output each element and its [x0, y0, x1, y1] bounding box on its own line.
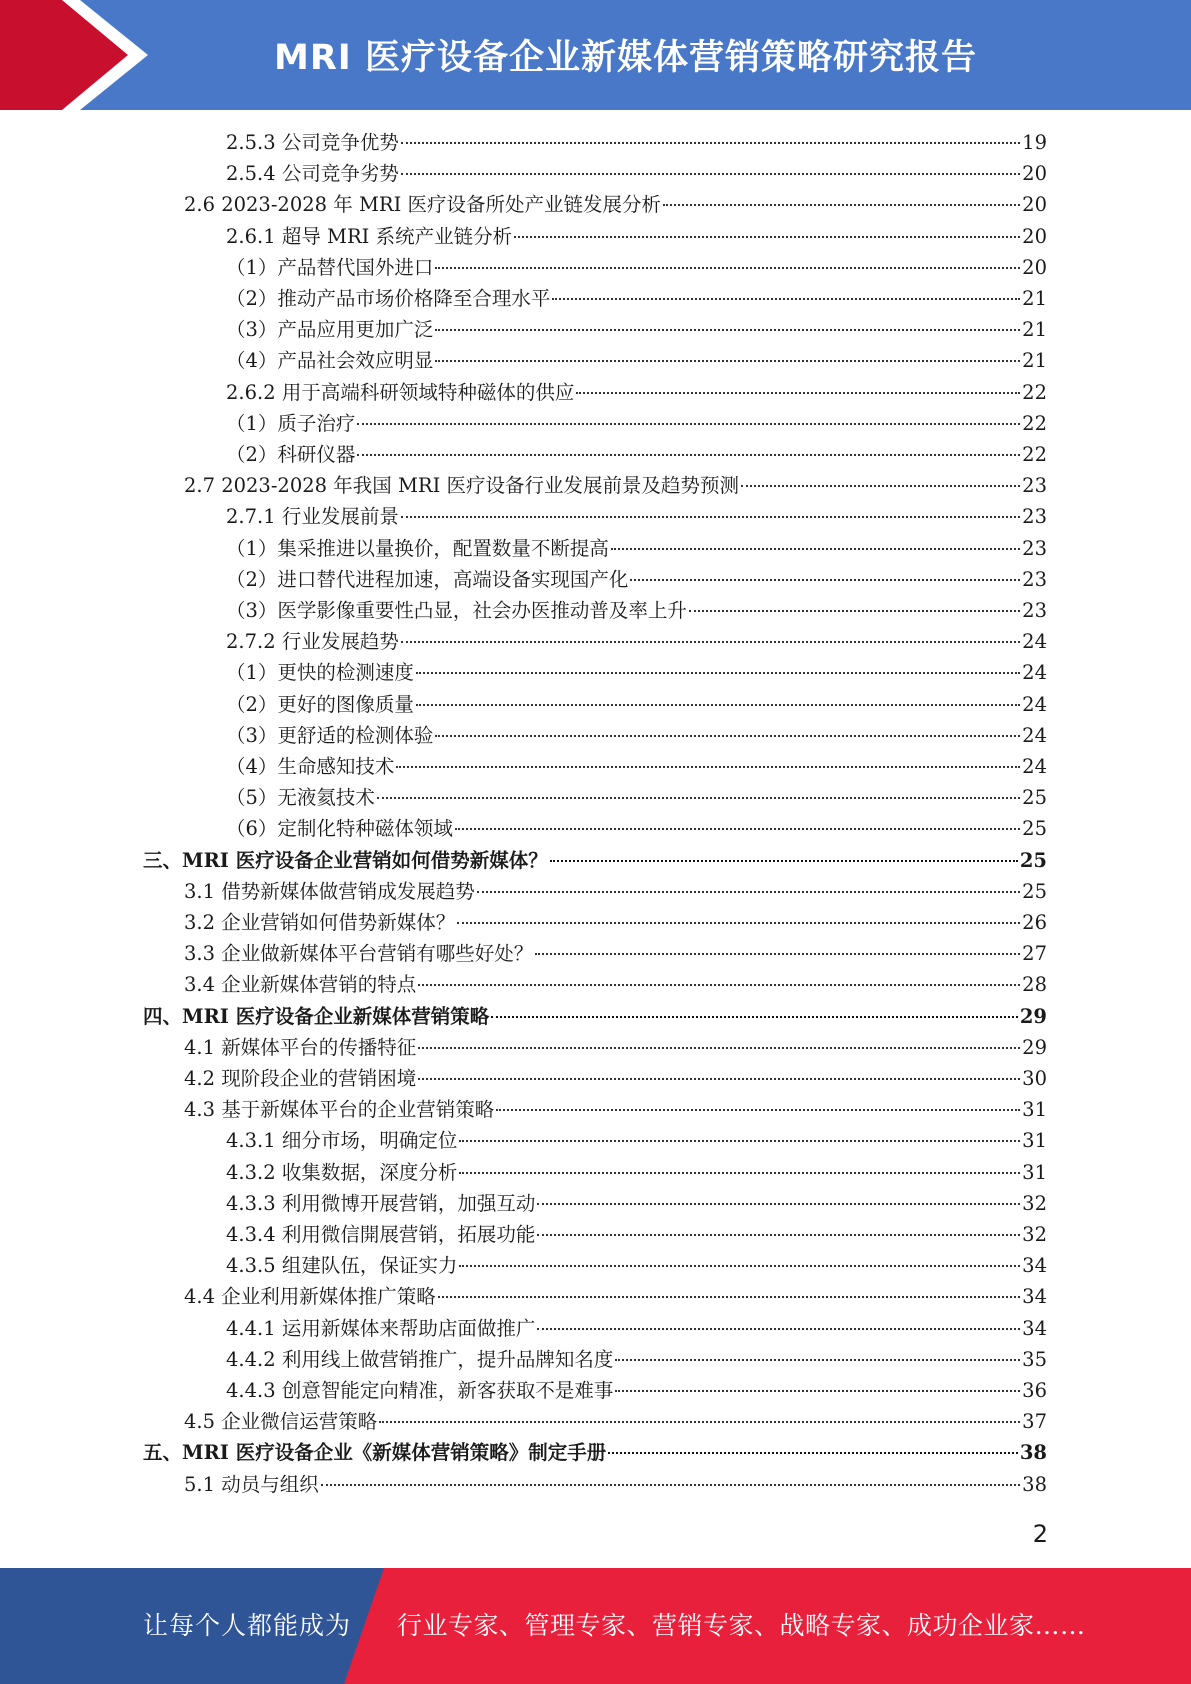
toc-entry-label: 4.4.1 运用新媒体来帮助店面做推广	[226, 1316, 536, 1340]
toc-dot-leader	[457, 922, 1020, 924]
toc-entry[interactable]	[226, 1125, 1047, 1156]
page-number: 2	[1032, 1520, 1048, 1548]
toc-dot-leader	[377, 797, 1020, 799]
toc-dot-leader	[537, 1328, 1020, 1330]
toc-dot-leader	[418, 1047, 1020, 1049]
toc-entry-label: 4.3.5 组建队伍，保证实力	[226, 1254, 458, 1278]
toc-entry[interactable]	[226, 1188, 1047, 1219]
toc-entry-page: 23	[1022, 599, 1047, 622]
report-title: MRI 医疗设备企业新媒体营销策略研究报告	[274, 38, 977, 78]
toc-dot-leader	[552, 298, 1020, 300]
toc-entry-page: 31	[1022, 1129, 1047, 1153]
toc-entry-page: 29	[1022, 1035, 1047, 1059]
toc-entry[interactable]	[226, 158, 1047, 189]
toc-dot-leader	[435, 735, 1020, 737]
toc-entry-label: （2）科研仪器	[226, 443, 356, 466]
toc-entry-page: 34	[1022, 1316, 1047, 1340]
toc-entry-page: 20	[1022, 255, 1047, 279]
toc-entry-page: 23	[1022, 474, 1047, 498]
toc-dot-leader	[416, 672, 1020, 674]
toc-entry-label: 2.6.1 超导 MRI 系统产业链分析	[226, 224, 513, 248]
toc-entry-page: 27	[1022, 942, 1047, 966]
toc-entry-label: 4.3.1 细分市场，明确定位	[226, 1129, 458, 1153]
toc-entry-page: 37	[1022, 1410, 1047, 1434]
toc-entry[interactable]	[184, 1406, 1047, 1437]
toc-entry[interactable]	[226, 720, 1047, 751]
toc-entry-page: 19	[1022, 131, 1047, 154]
toc-dot-leader	[550, 860, 1018, 862]
toc-dot-leader	[401, 641, 1020, 643]
toc-entry-page: 22	[1022, 380, 1047, 404]
toc-entry[interactable]	[143, 1001, 1047, 1032]
toc-dot-leader	[477, 891, 1020, 893]
toc-entry[interactable]	[226, 314, 1047, 345]
toc-entry[interactable]	[226, 1250, 1047, 1281]
toc-entry-page: 34	[1022, 1285, 1047, 1309]
toc-entry-page: 31	[1022, 1160, 1047, 1184]
toc-dot-leader	[418, 1078, 1020, 1080]
toc-entry-label: （2）推动产品市场价格降至合理水平	[226, 287, 551, 310]
toc-entry[interactable]	[226, 657, 1047, 688]
toc-entry[interactable]	[226, 283, 1047, 314]
toc-dot-leader	[459, 1172, 1020, 1174]
toc-entry-label: （1）集采推进以量换价，配置数量不断提高	[226, 536, 609, 560]
toc-entry-page: 21	[1022, 349, 1047, 373]
toc-dot-leader	[535, 953, 1020, 955]
toc-entry-page: 24	[1022, 630, 1047, 654]
toc-entry-label: 4.3 基于新媒体平台的企业营销策略	[184, 1098, 495, 1122]
toc-entry-page: 29	[1019, 1004, 1047, 1028]
toc-dot-leader	[459, 1140, 1020, 1142]
toc-dot-leader	[396, 766, 1020, 768]
toc-entry[interactable]	[184, 1281, 1047, 1312]
toc-entry-page: 28	[1022, 973, 1047, 997]
toc-entry[interactable]	[226, 1344, 1047, 1375]
toc-entry-label: 4.3.4 利用微信開展营销，拓展功能	[226, 1223, 536, 1246]
toc-entry[interactable]	[184, 969, 1047, 1000]
toc-entry[interactable]	[226, 1375, 1047, 1406]
toc-entry-page: 31	[1022, 1098, 1047, 1122]
toc-dot-leader	[455, 828, 1020, 830]
toc-entry[interactable]	[184, 907, 1047, 938]
toc-dot-leader	[416, 704, 1020, 706]
toc-entry-label: 2.5.4 公司竞争劣势	[226, 162, 399, 186]
toc-entry[interactable]	[184, 1032, 1047, 1063]
toc-entry-label: （4）生命感知技术	[226, 755, 395, 778]
toc-entry-page: 24	[1022, 723, 1047, 747]
toc-entry[interactable]	[226, 1157, 1047, 1188]
toc-entry[interactable]	[226, 595, 1047, 626]
toc-dot-leader	[357, 423, 1020, 425]
footer-roles: 行业专家、管理专家、营销专家、战略专家、成功企业家……	[397, 1611, 1086, 1640]
report-header	[0, 0, 1191, 110]
toc-entry[interactable]	[226, 1219, 1047, 1250]
toc-entry-page: 26	[1022, 911, 1047, 934]
toc-entry[interactable]	[226, 533, 1047, 564]
toc-dot-leader	[537, 1203, 1020, 1205]
toc-dot-leader	[630, 579, 1020, 581]
toc-entry-label: 4.3.3 利用微博开展营销，加强互动	[226, 1191, 536, 1215]
toc-entry-label: （3）医学影像重要性凸显，社会办医推动普及率上升	[226, 599, 687, 622]
toc-dot-leader	[611, 548, 1020, 550]
toc-entry[interactable]	[184, 876, 1047, 907]
toc-dot-leader	[608, 1452, 1018, 1454]
toc-entry-label: （1）产品替代国外进口	[226, 255, 434, 279]
toc-entry-label: （5）无液氦技术	[226, 786, 375, 810]
toc-entry-page: 25	[1022, 817, 1047, 841]
toc-dot-leader	[615, 1390, 1020, 1392]
toc-entry[interactable]	[143, 845, 1047, 876]
toc-entry-label: 3.4 企业新媒体营销的特点	[184, 973, 417, 997]
toc-entry-label: 2.6 2023-2028 年 MRI 医疗设备所处产业链发展分析	[184, 193, 661, 217]
toc-entry[interactable]	[184, 189, 1047, 220]
footer-banner	[0, 1568, 1191, 1684]
toc-entry[interactable]	[226, 813, 1047, 844]
toc-entry[interactable]	[226, 345, 1047, 376]
toc-entry[interactable]	[226, 377, 1047, 408]
toc-entry-page: 32	[1022, 1223, 1047, 1246]
toc-entry-label: 4.4.2 利用线上做营销推广，提升品牌知名度	[226, 1347, 614, 1371]
toc-entry-label: 2.7.1 行业发展前景	[226, 505, 399, 529]
toc-dot-leader	[321, 1484, 1020, 1486]
toc-entry[interactable]	[226, 439, 1047, 470]
toc-dot-leader	[496, 1109, 1020, 1111]
toc-entry-label: 三、MRI 医疗设备企业营销如何借势新媒体？	[143, 848, 548, 872]
toc-entry-label: 4.4 企业利用新媒体推广策略	[184, 1285, 436, 1309]
toc-entry-label: （1）质子治疗	[226, 411, 356, 435]
toc-entry[interactable]	[226, 689, 1047, 720]
toc-entry-page: 23	[1022, 567, 1047, 591]
toc-entry[interactable]	[184, 1469, 1047, 1500]
toc-entry-page: 24	[1022, 661, 1047, 685]
toc-entry[interactable]	[143, 1437, 1047, 1468]
toc-dot-leader	[401, 516, 1020, 518]
toc-entry[interactable]	[226, 127, 1047, 158]
toc-entry-page: 22	[1022, 443, 1047, 466]
toc-entry-page: 21	[1022, 287, 1047, 310]
toc-entry-page: 25	[1022, 786, 1047, 810]
toc-dot-leader	[435, 267, 1020, 269]
toc-entry[interactable]	[226, 501, 1047, 532]
toc-entry[interactable]	[184, 470, 1047, 501]
toc-dot-leader	[379, 1421, 1020, 1423]
toc-entry[interactable]	[184, 1094, 1047, 1125]
toc-entry-page: 25	[1022, 879, 1047, 903]
toc-dot-leader	[418, 984, 1020, 986]
toc-entry-label: 5.1 动员与组织	[184, 1472, 319, 1496]
toc-entry-label: 2.5.3 公司竞争优势	[226, 131, 399, 154]
toc-entry-page: 21	[1022, 318, 1047, 342]
toc-entry-page: 35	[1022, 1347, 1047, 1371]
toc-dot-leader	[615, 1359, 1020, 1361]
toc-entry-label: （3）更舒适的检测体验	[226, 723, 434, 747]
toc-entry-label: 2.7.2 行业发展趋势	[226, 630, 399, 654]
toc-entry-page: 20	[1022, 224, 1047, 248]
toc-dot-leader	[491, 1016, 1018, 1018]
toc-entry-page: 22	[1022, 411, 1047, 435]
toc-entry-label: 3.1 借势新媒体做营销成发展趋势	[184, 879, 475, 903]
toc-entry-label: 五、MRI 医疗设备企业《新媒体营销策略》制定手册	[143, 1441, 607, 1465]
toc-entry[interactable]	[226, 564, 1047, 595]
toc-dot-leader	[459, 1265, 1020, 1267]
toc-entry[interactable]	[226, 626, 1047, 657]
toc-entry-label: 4.5 企业微信运营策略	[184, 1410, 378, 1434]
toc-entry-label: 3.2 企业营销如何借势新媒体？	[184, 911, 456, 934]
toc-entry[interactable]	[226, 408, 1047, 439]
toc-entry-page: 23	[1022, 536, 1047, 560]
toc-dot-leader	[401, 173, 1020, 175]
toc-dot-leader	[438, 1296, 1020, 1298]
toc-entry-label: （4）产品社会效应明显	[226, 349, 434, 373]
toc-entry[interactable]	[226, 252, 1047, 283]
toc-entry-label: 4.2 现阶段企业的营销困境	[184, 1067, 417, 1090]
toc-entry-label: （2）更好的图像质量	[226, 692, 414, 716]
toc-dot-leader	[435, 360, 1020, 362]
toc-entry-label: （3）产品应用更加广泛	[226, 318, 434, 342]
toc-dot-leader	[689, 610, 1020, 612]
toc-entry[interactable]	[226, 782, 1047, 813]
toc-entry-page: 38	[1022, 1472, 1047, 1496]
toc-entry[interactable]	[184, 938, 1047, 969]
toc-entry-page: 34	[1022, 1254, 1047, 1278]
toc-entry-page: 20	[1022, 162, 1047, 186]
toc-entry[interactable]	[226, 221, 1047, 252]
toc-dot-leader	[401, 142, 1020, 144]
toc-entry-label: 四、MRI 医疗设备企业新媒体营销策略	[143, 1004, 490, 1028]
toc-entry-label: （1）更快的检测速度	[226, 661, 414, 685]
toc-entry-label: 4.3.2 收集数据，深度分析	[226, 1160, 458, 1184]
toc-entry-page: 23	[1022, 505, 1047, 529]
toc-entry-page: 25	[1019, 848, 1047, 872]
toc-entry-page: 24	[1022, 692, 1047, 716]
toc-entry-label: 3.3 企业做新媒体平台营销有哪些好处？	[184, 942, 534, 966]
toc-dot-leader	[741, 485, 1020, 487]
toc-entry-label: 2.7 2023-2028 年我国 MRI 医疗设备行业发展前景及趋势预测	[184, 474, 739, 498]
toc-entry-label: （6）定制化特种磁体领域	[226, 817, 453, 841]
toc-dot-leader	[514, 236, 1020, 238]
toc-entry-page: 20	[1022, 193, 1047, 217]
toc-entry-page: 32	[1022, 1191, 1047, 1215]
toc-entry[interactable]	[226, 1313, 1047, 1344]
toc-entry-label: 2.6.2 用于高端科研领域特种磁体的供应	[226, 380, 575, 404]
toc-dot-leader	[576, 392, 1020, 394]
toc-entry-page: 38	[1019, 1441, 1047, 1465]
toc-entry-page: 24	[1022, 755, 1047, 778]
toc-entry-label: 4.4.3 创意智能定向精准，新客获取不是难事	[226, 1379, 614, 1402]
toc-dot-leader	[357, 454, 1020, 456]
toc-entry[interactable]	[226, 751, 1047, 782]
toc-dot-leader	[663, 204, 1020, 206]
toc-dot-leader	[435, 329, 1020, 331]
toc-entry-label: （2）进口替代进程加速，高端设备实现国产化	[226, 567, 629, 591]
toc-entry-page: 36	[1022, 1379, 1047, 1402]
toc-entry-page: 30	[1022, 1067, 1047, 1090]
toc-entry[interactable]	[184, 1063, 1047, 1094]
toc-entry-label: 4.1 新媒体平台的传播特征	[184, 1035, 417, 1059]
footer-slogan: 让每个人都能成为	[143, 1611, 352, 1640]
toc-dot-leader	[537, 1234, 1020, 1236]
